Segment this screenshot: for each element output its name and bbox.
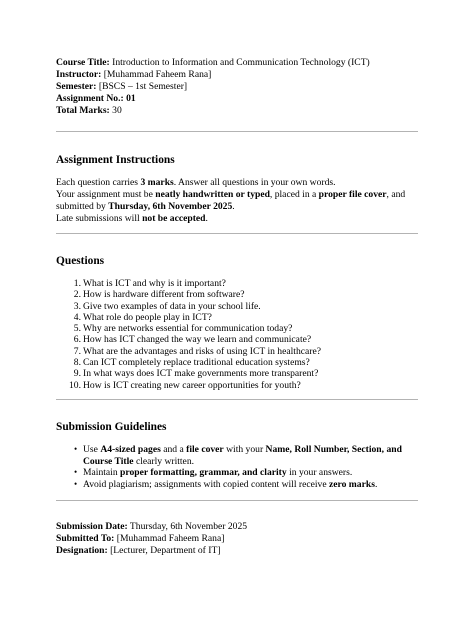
- question-number: 2.: [73, 289, 81, 301]
- total-marks-value: 30: [109, 105, 122, 116]
- list-item: [56, 289, 418, 300]
- instructions-line-3: [56, 201, 418, 213]
- text-run: .: [205, 213, 208, 224]
- question-number: 9.: [73, 368, 81, 380]
- semester-value: [BSCS – 1st Semester]: [96, 81, 188, 92]
- question-text: Can ICT completely replace traditional education systems?: [83, 357, 310, 369]
- submission-date-line: [56, 521, 418, 533]
- text-run: Avoid plagiarism; assignments with copied content will receive: [83, 478, 330, 490]
- submission-date-label: Submission Date:: [56, 521, 128, 532]
- emphasis: zero marks: [329, 478, 375, 490]
- list-item: [56, 380, 418, 391]
- question-number: 6.: [73, 334, 81, 346]
- instructor-line: [56, 69, 418, 81]
- question-number: 10.: [69, 379, 81, 391]
- instructions-heading: Assignment Instructions: [56, 154, 175, 166]
- text-run: clearly written.: [133, 455, 195, 467]
- question-number: 5.: [73, 323, 81, 335]
- questions-list: [56, 278, 418, 391]
- late-emphasis: not be accepted: [142, 213, 206, 224]
- emphasis: file cover: [186, 444, 224, 455]
- emphasis: proper formatting, grammar, and clarity: [120, 467, 287, 478]
- course-title-value: Introduction to Information and Communication Technology (ICT): [109, 57, 370, 68]
- submitted-to-line: [56, 533, 418, 545]
- semester-label: Semester:: [56, 81, 97, 92]
- bullet-icon: •: [74, 467, 78, 477]
- marks-emphasis: 3 marks: [140, 177, 174, 188]
- question-number: 4.: [73, 311, 81, 323]
- course-title-label: Course Title:: [56, 57, 110, 68]
- total-marks-line: [56, 105, 418, 117]
- deadline-emphasis: Thursday, 6th November 2025: [108, 201, 233, 212]
- question-text: Why are networks essential for communication today?: [83, 323, 293, 335]
- guidelines-list: [56, 444, 418, 490]
- list-item: [56, 312, 418, 323]
- question-text: What is ICT and why is it important?: [83, 278, 226, 289]
- list-item: [56, 357, 418, 368]
- question-text: What role do people play in ICT?: [83, 311, 212, 323]
- guidelines-heading: Submission Guidelines: [56, 421, 167, 433]
- question-number: 7.: [73, 345, 81, 357]
- instructor-label: Instructor:: [56, 69, 102, 80]
- text-run: , and: [386, 189, 406, 200]
- designation-line: [56, 545, 418, 557]
- questions-heading: Questions: [56, 255, 105, 267]
- assignment-no-line: [56, 93, 418, 105]
- question-text: How is ICT creating new career opportunities for youth?: [83, 379, 301, 391]
- designation-value: [Lecturer, Department of IT]: [107, 545, 221, 556]
- text-run: submitted by: [56, 201, 109, 212]
- instructor-value: [Muhammad Faheem Rana]: [101, 69, 212, 80]
- list-item: [56, 323, 418, 334]
- instructions-line-4: [56, 213, 418, 225]
- list-item: [56, 444, 418, 467]
- assignment-no-label: Assignment No.: 01: [56, 93, 136, 104]
- question-text: How has ICT changed the way we learn and communicate?: [83, 334, 312, 346]
- text-run: , placed in a: [269, 189, 319, 200]
- text-run: Late submissions will: [56, 213, 143, 224]
- question-number: 1.: [73, 278, 81, 289]
- submitted-to-label: Submitted To:: [56, 533, 115, 544]
- bullet-icon: •: [74, 444, 78, 454]
- course-title-line: [56, 57, 418, 69]
- list-item: [56, 368, 418, 379]
- question-text: What are the advantages and risks of using ICT in healthcare?: [83, 345, 321, 357]
- list-item: [56, 278, 418, 289]
- bullet-icon: •: [74, 478, 78, 489]
- text-run: with your: [223, 444, 266, 455]
- text-run: and a: [160, 444, 187, 455]
- divider: [56, 399, 418, 400]
- instructions-line-1: [56, 177, 418, 189]
- text-run: Use: [83, 444, 101, 455]
- list-item: [56, 467, 418, 479]
- course-header: [56, 57, 418, 117]
- question-number: 3.: [73, 300, 81, 312]
- list-item: [56, 334, 418, 345]
- text-run: Maintain: [83, 467, 121, 478]
- instructions-line-2: [56, 189, 418, 201]
- instructions-text: [56, 177, 418, 225]
- text-run: .: [374, 478, 378, 490]
- total-marks-label: Total Marks:: [56, 105, 110, 116]
- semester-line: [56, 81, 418, 93]
- text-run: Each question carries: [56, 177, 141, 188]
- question-number: 8.: [73, 357, 81, 369]
- divider: [56, 131, 418, 132]
- list-item: [56, 346, 418, 357]
- emphasis: Name, Roll Number, Section, and Course Title: [83, 444, 402, 467]
- emphasis: A4-sized pages: [100, 444, 161, 455]
- submission-date-value: Thursday, 6th November 2025: [127, 521, 248, 532]
- format-emphasis: neatly handwritten or typed: [155, 189, 270, 200]
- text-run: . Answer all questions in your own words.: [173, 177, 336, 188]
- list-item: [56, 479, 418, 491]
- text-run: in your answers.: [286, 467, 353, 478]
- list-item: [56, 301, 418, 312]
- text-run: Your assignment must be: [56, 189, 156, 200]
- text-run: .: [232, 201, 235, 212]
- file-cover-emphasis: proper file cover: [318, 189, 387, 200]
- submission-footer: [56, 521, 418, 557]
- divider: [56, 233, 418, 234]
- divider: [56, 500, 418, 501]
- designation-label: Designation:: [56, 545, 108, 556]
- submitted-to-value: [Muhammad Faheem Rana]: [114, 533, 225, 544]
- question-text: In what ways does ICT make governments more transparent?: [83, 368, 319, 380]
- question-text: How is hardware different from software?: [83, 289, 245, 301]
- question-text: Give two examples of data in your school life.: [83, 300, 261, 312]
